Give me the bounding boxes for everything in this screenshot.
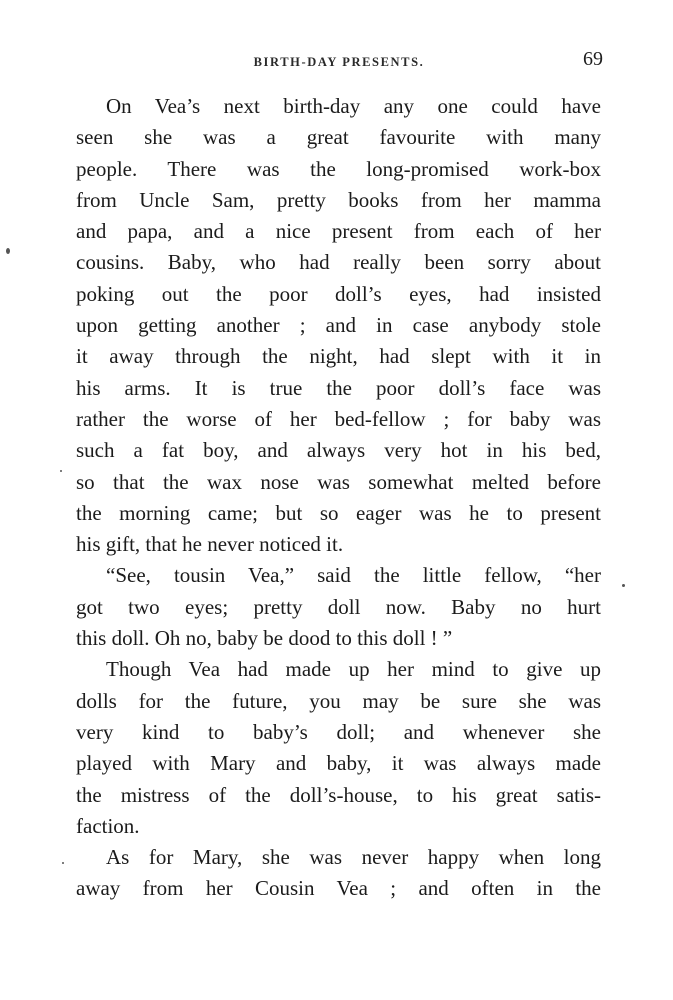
- text-line: “See, tousin Vea,” said the little fellow, “her: [106, 563, 601, 588]
- scan-speck: [62, 862, 64, 864]
- paragraph: [76, 91, 601, 560]
- text-line: Though Vea had made up her mind to give up: [106, 657, 601, 682]
- text-line: upon getting another ; and in case anybody stole: [76, 313, 601, 338]
- text-line: it away through the night, had slept with it in: [76, 344, 601, 369]
- text-line: such a fat boy, and always very hot in his bed,: [76, 438, 601, 463]
- running-title: BIRTH-DAY PRESENTS.: [253, 55, 425, 69]
- page-number: 69: [583, 48, 603, 70]
- scan-speck: [60, 470, 62, 472]
- text-line: faction.: [76, 813, 140, 838]
- text-line: played with Mary and baby, it was always made: [76, 751, 601, 776]
- scan-speck: [6, 248, 10, 254]
- text-line: cousins. Baby, who had really been sorry about: [76, 250, 601, 275]
- scan-speck: [622, 584, 625, 587]
- text-line: got two eyes; pretty doll now. Baby no hurt: [76, 594, 601, 619]
- text-line: the morning came; but so eager was he to present: [76, 500, 601, 525]
- text-line: As for Mary, she was never happy when long: [106, 845, 601, 870]
- paragraph: [76, 560, 601, 654]
- text-line: rather the worse of her bed-fellow ; for baby was: [76, 406, 601, 431]
- paragraph: [76, 654, 601, 842]
- text-line: very kind to baby’s doll; and whenever she: [76, 719, 601, 744]
- text-line: people. There was the long-promised work-box: [76, 156, 601, 181]
- text-line: On Vea’s next birth-day any one could have: [106, 94, 601, 118]
- paragraph: [76, 842, 601, 905]
- text-line: poking out the poor doll’s eyes, had insisted: [76, 281, 601, 306]
- running-head: [75, 48, 603, 76]
- text-line: so that the wax nose was somewhat melted before: [76, 469, 601, 494]
- text-line: dolls for the future, you may be sure she was: [76, 688, 601, 713]
- body-text: [76, 91, 601, 905]
- text-line: this doll. Oh no, baby be dood to this doll ! ”: [76, 626, 453, 651]
- text-line: from Uncle Sam, pretty books from her mamma: [76, 187, 601, 212]
- text-line: away from her Cousin Vea ; and often in the: [76, 876, 601, 901]
- text-line: his arms. It is true the poor doll’s face was: [76, 375, 601, 400]
- text-line: seen she was a great favourite with many: [76, 125, 601, 150]
- text-line: his gift, that he never noticed it.: [76, 532, 344, 557]
- text-line: and papa, and a nice present from each of her: [76, 219, 601, 244]
- text-line: the mistress of the doll’s-house, to his great satis-: [76, 782, 601, 807]
